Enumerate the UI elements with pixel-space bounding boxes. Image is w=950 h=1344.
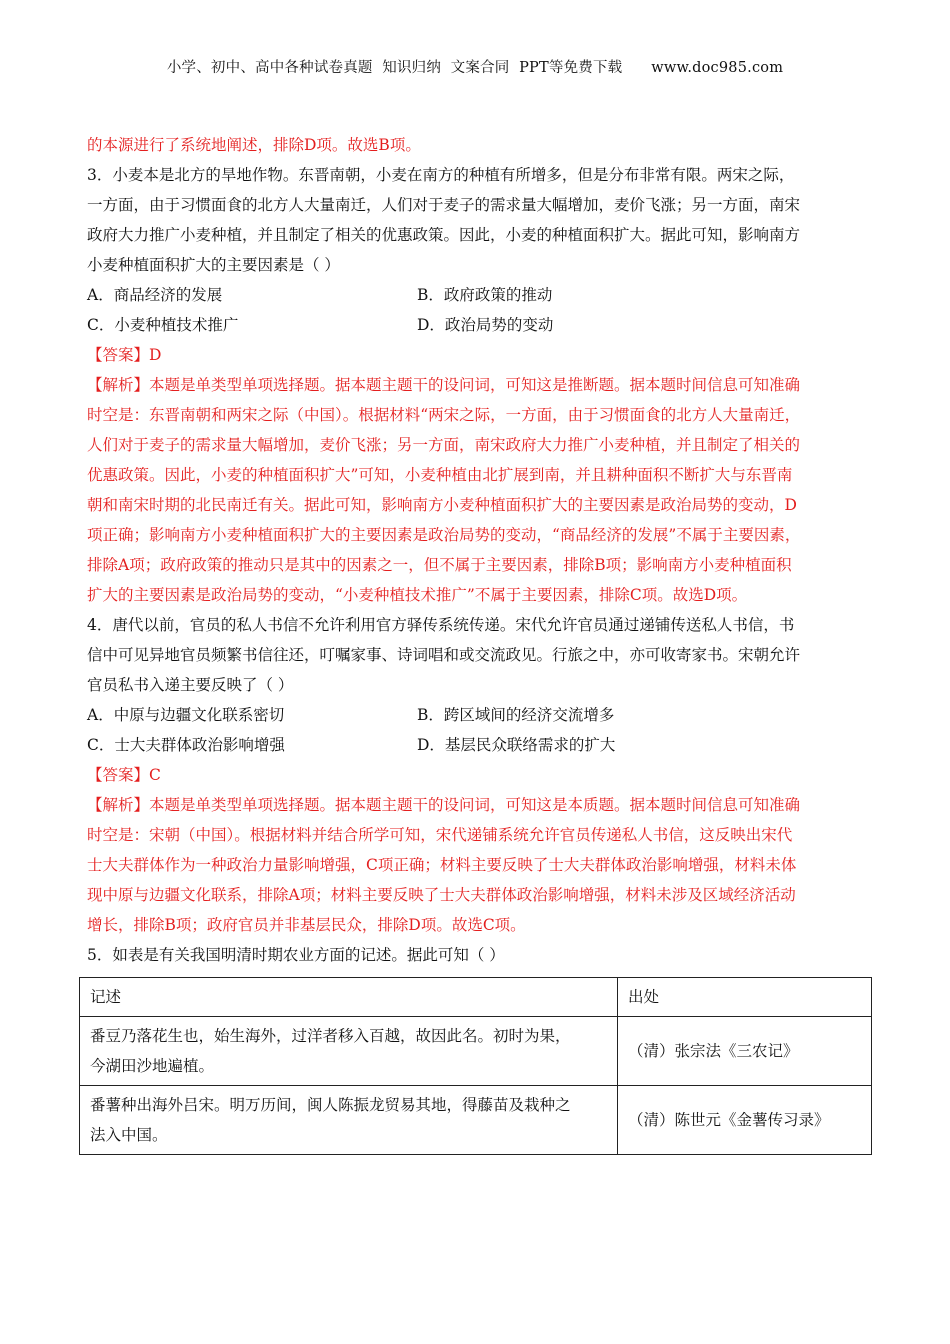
q3-option-a: A．商品经济的发展 [87, 286, 223, 304]
q4-stem-line: 4．唐代以前，官员的私人书信不允许利用官方驿传系统传递。宋代允许官员通过递铺传送私人书信，书 [87, 616, 795, 634]
table-cell-record: 番豆乃落花生也，始生海外，过洋者移入百越，故因此名。初时为果， 今湖田沙地遍植。 [80, 1017, 618, 1086]
q3-analysis-line: 排除A项；政府政策的推动只是其中的因素之一，但不属于主要因素，排除B项；影响南方小麦种植面积 [87, 556, 792, 574]
q3-analysis-line: 【解析】本题是单类型单项选择题。据本题主题干的设问词，可知这是推断题。据本题时间信息可知准确 [87, 376, 801, 394]
question-4 [87, 610, 867, 940]
q3-analysis-line: 扩大的主要因素是政治局势的变动，“小麦种植技术推广”不属于主要因素，排除C项。故选D项。 [87, 586, 748, 604]
q3-stem-line: 3．小麦本是北方的旱地作物。东晋南朝，小麦在南方的种植有所增多，但是分布非常有限。两宋之际， [87, 166, 795, 184]
table-row [80, 1017, 872, 1086]
q5-stem: 5．如表是有关我国明清时期农业方面的记述。据此可知（ ） [87, 946, 505, 964]
q3-analysis-line: 时空是：东晋南朝和两宋之际（中国）。根据材料“两宋之际，一方面，由于习惯面食的北方人大量南迁， [87, 406, 801, 424]
q5-source-table [79, 977, 872, 1155]
q4-analysis-line: 现中原与边疆文化联系，排除A项；材料主要反映了士大夫群体政治影响增强，材料未涉及区域经济活动 [87, 886, 796, 904]
q4-analysis [87, 790, 867, 940]
q4-analysis-line: 【解析】本题是单类型单项选择题。据本题主题干的设问词，可知这是本质题。据本题时间信息可知准确 [87, 796, 801, 814]
q3-options [87, 280, 867, 340]
q4-options [87, 700, 867, 760]
q3-option-c: C．小麦种植技术推广 [87, 316, 239, 334]
table-cell-source: （清）陈世元《金薯传习录》 [618, 1086, 872, 1155]
table-header-record: 记述 [80, 978, 618, 1017]
table-row [80, 1086, 872, 1155]
q3-option-d: D．政治局势的变动 [417, 316, 554, 334]
previous-analysis-tail: 的本源进行了系统地阐述，排除D项。故选B项。 [87, 136, 421, 154]
question-3 [87, 160, 867, 610]
q3-answer: 【答案】D [87, 346, 162, 364]
q4-option-b: B．跨区域间的经济交流增多 [417, 706, 615, 724]
table-header-row [80, 978, 872, 1017]
q4-stem-line: 官员私书入递主要反映了（ ） [87, 676, 294, 694]
q3-stem-line: 政府大力推广小麦种植，并且制定了相关的优惠政策。因此，小麦的种植面积扩大。据此可知，影响南方 [87, 226, 801, 244]
q3-analysis-line: 项正确；影响南方小麦种植面积扩大的主要因素是政治局势的变动，“商品经济的发展”不属于主要因素， [87, 526, 801, 544]
q4-analysis-line: 时空是：宋朝（中国）。根据材料并结合所学可知，宋代递铺系统允许官员传递私人书信，这反映出宋代 [87, 826, 793, 844]
q4-option-a: A．中原与边疆文化联系密切 [87, 706, 285, 724]
q4-option-c: C．士大夫群体政治影响增强 [87, 736, 285, 754]
q3-stem-line: 一方面，由于习惯面食的北方人大量南迁，人们对于麦子的需求量大幅增加，麦价飞涨；另一方面，南宋 [87, 196, 801, 214]
q4-stem-line: 信中可见异地官员频繁书信往还，叮嘱家事、诗词唱和或交流政见。行旅之中，亦可收寄家书。宋朝允许 [87, 646, 801, 664]
table-cell-source: （清）张宗法《三农记》 [618, 1017, 872, 1086]
q3-analysis [87, 370, 867, 610]
q3-analysis-line: 人们对于麦子的需求量大幅增加，麦价飞涨；另一方面，南宋政府大力推广小麦种植，并且制定了相关的 [87, 436, 801, 454]
q4-answer: 【答案】C [87, 766, 161, 784]
main-content [87, 130, 867, 970]
q4-analysis-line: 士大夫群体作为一种政治力量影响增强，C项正确；材料主要反映了士大夫群体政治影响增强，材料未体 [87, 856, 797, 874]
q3-option-b: B．政府政策的推动 [417, 286, 553, 304]
table-header-source: 出处 [618, 978, 872, 1017]
table-cell-record: 番薯种出海外吕宋。明万历间，闽人陈振龙贸易其地，得藤苗及栽种之 法入中国。 [80, 1086, 618, 1155]
q4-analysis-line: 增长，排除B项；政府官员并非基层民众，排除D项。故选C项。 [87, 916, 526, 934]
page-header: 小学、初中、高中各种试卷真题 知识归纳 文案合同 PPT等免费下载 www.doc985.com [166, 60, 784, 76]
q3-analysis-line: 朝和南宋时期的北民南迁有关。据此可知，影响南方小麦种植面积扩大的主要因素是政治局势的变动，D [87, 496, 797, 514]
q3-analysis-line: 优惠政策。因此，小麦的种植面积扩大”可知，小麦种植由北扩展到南，并且耕种面积不断扩大与东晋南 [87, 466, 793, 484]
q4-option-d: D．基层民众联络需求的扩大 [417, 736, 616, 754]
q3-stem-line: 小麦种植面积扩大的主要因素是（ ） [87, 256, 340, 274]
